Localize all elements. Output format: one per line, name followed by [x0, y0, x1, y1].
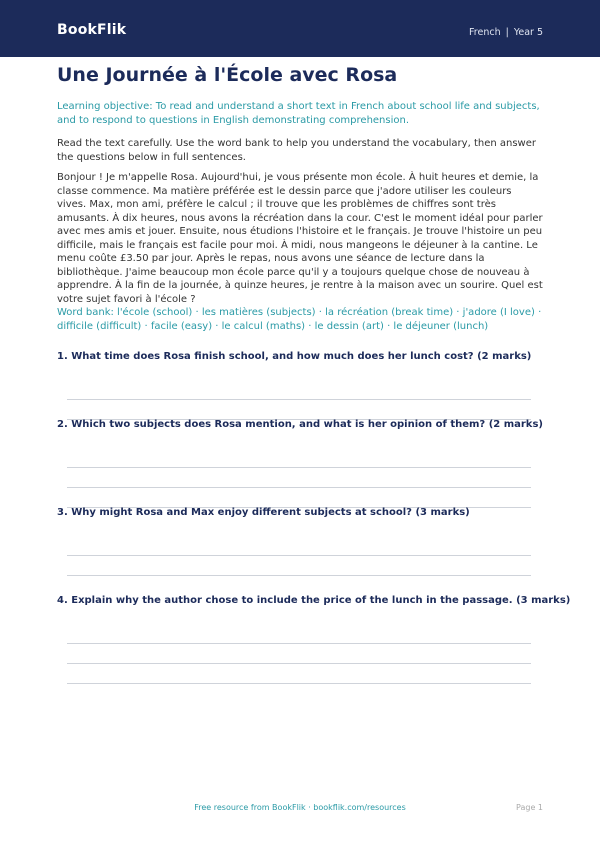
answer-line[interactable] — [67, 575, 531, 576]
page-header — [0, 0, 600, 57]
word-bank: Word bank: l'école (school) · les matières (subjects) · la récréation (break time) · j'adore (I love) · difficile (difficult) · facile (easy) · le calcul (maths) · le dessin (art) · le déjeuner (lunch) — [57, 307, 542, 332]
answer-line[interactable] — [67, 487, 531, 488]
brand-logo: BookFlik — [57, 22, 127, 38]
year-label: Year 5 — [513, 27, 543, 38]
answer-line[interactable] — [67, 643, 531, 644]
question-4: 4. Explain why the author chose to include the price of the lunch in the passage. (3 marks) — [57, 595, 571, 606]
question-2: 2. Which two subjects does Rosa mention, and what is her opinion of them? (2 marks) — [57, 419, 543, 430]
meta-separator: | — [505, 27, 509, 38]
instructions: Read the text carefully. Use the word bank to help you understand the vocabulary, then answer the questions below in full sentences. — [57, 138, 536, 163]
footer-credit: Free resource from BookFlik · bookflik.com/resources — [194, 803, 406, 812]
answer-line[interactable] — [67, 683, 531, 684]
page-number: Page 1 — [516, 803, 543, 812]
header-meta — [469, 27, 543, 38]
reading-passage: Bonjour ! Je m'appelle Rosa. Aujourd'hui, je vous présente mon école. À huit heures et demie, la classe commence. Ma matière préférée est le dessin parce que j'adore utiliser les couleurs vives. Max, mon ami, préfère le calcul ; il trouve que les problèmes de chiffres sont très amusants. À dix heures, nous avons la récréation dans la cour. C'est le moment idéal pour parler avec mes amis et jouer. Ensuite, nous étudions l'histoire et le français. Je trouve l'histoire un peu difficile, mais le français est facile pour moi. À midi, nous mangeons le déjeuner à la cantine. Le menu coûte £3.50 par jour. Après le repas, nous avons une séance de lecture dans la bibliothèque. J'aime beaucoup mon école parce qu'il y a toujours quelque chose de nouveau à apprendre. À la fin de la journée, à quinze heures, je rentre à la maison avec un sourire. Quel est votre sujet favori à l'école ? — [57, 172, 543, 305]
answer-line[interactable] — [67, 663, 531, 664]
page-title: Une Journée à l'École avec Rosa — [57, 64, 398, 86]
learning-objective: Learning objective: To read and understand a short text in French about school life and subjects, and to respond to questions in English demonstrating comprehension. — [57, 101, 540, 126]
subject-label: French — [469, 27, 501, 38]
question-3: 3. Why might Rosa and Max enjoy different subjects at school? (3 marks) — [57, 507, 470, 518]
question-1: 1. What time does Rosa finish school, and how much does her lunch cost? (2 marks) — [57, 351, 532, 362]
answer-line[interactable] — [67, 555, 531, 556]
answer-line[interactable] — [67, 399, 531, 400]
answer-line[interactable] — [67, 467, 531, 468]
